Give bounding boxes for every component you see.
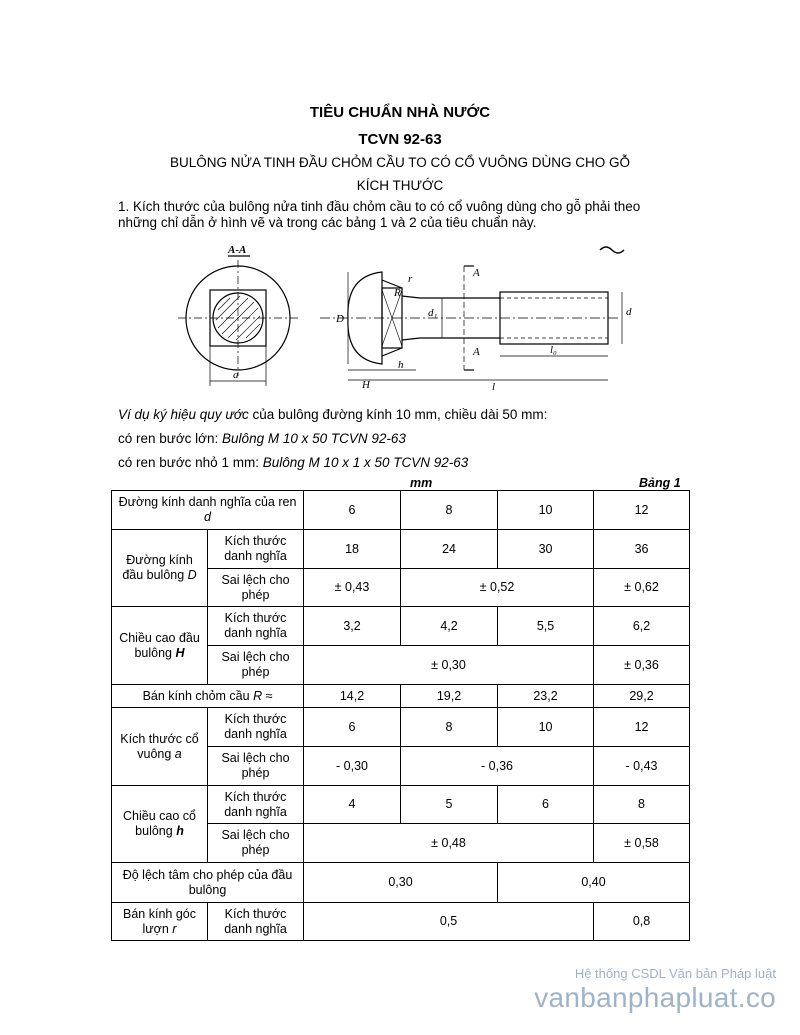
label-h: h xyxy=(398,359,404,371)
label-H: H xyxy=(362,379,370,390)
table-row: Bán kính chỏm cầu R ≈ 14,2 19,2 23,2 29,2 xyxy=(112,685,690,708)
doc-code: TCVN 92-63 xyxy=(358,131,442,148)
table-row: Sai lệch cho phép - 0,30 - 0,36 - 0,43 xyxy=(112,747,690,786)
watermark-site: vanbanphapluat.co xyxy=(534,982,776,1013)
label-r: r xyxy=(408,273,413,285)
watermark-caption: Hệ thống CSDL Văn bản Pháp luật xyxy=(574,966,776,981)
label-R: R xyxy=(394,287,401,299)
table-row: Độ lệch tâm cho phép của đầu bulông 0,30 0,40 xyxy=(112,863,690,903)
table-name: Bảng 1 xyxy=(639,476,681,490)
doc-title: TIÊU CHUẨN NHÀ NƯỚC xyxy=(309,104,491,121)
label-A-bottom: A xyxy=(473,346,480,358)
table-unit: mm xyxy=(410,476,433,490)
example-fine: có ren bước nhỏ 1 mm: Bulông M 10 x 1 x 50 TCVN 92-63 xyxy=(118,455,469,470)
example-coarse: có ren bước lớn: Bulông M 10 x 50 TCVN 92-63 xyxy=(118,431,406,446)
bolt-drawing xyxy=(170,240,640,390)
intro-paragraph: 1. Kích thước của bulông nửa tinh đầu chỏm cầu to có cổ vuông dùng cho gỗ phải theo những chỉ dẫn ở hình vẽ và trong các bảng 1 và 2 của tiêu chuẩn này. xyxy=(118,199,641,230)
label-A-top: A xyxy=(473,267,480,279)
section-label: A-A xyxy=(228,244,247,256)
table-row: Sai lệch cho phép ± 0,30 ± 0,36 xyxy=(112,646,690,685)
table-row: Kích thước cổ vuông a Kích thước danh nghĩa 6 8 10 12 xyxy=(112,708,690,747)
label-l0: l₀ xyxy=(550,344,557,356)
label-d: d xyxy=(626,306,632,318)
table-row: Sai lệch cho phép ± 0,48 ± 0,58 xyxy=(112,824,690,863)
doc-subtitle: BULÔNG NỬA TINH ĐẦU CHỎM CẦU TO CÓ CỔ VUÔNG DÙNG CHO GỖ xyxy=(169,155,631,170)
label-l: l xyxy=(492,381,496,390)
label-a: a xyxy=(233,369,239,381)
section-heading: KÍCH THƯỚC xyxy=(356,178,444,193)
label-D: D xyxy=(336,313,344,325)
table-row: Chiều cao cổ bulông h Kích thước danh nghĩa 4 5 6 8 xyxy=(112,786,690,824)
table-row: Chiều cao đầu bulông H Kích thước danh nghĩa 3,2 4,2 5,5 6,2 xyxy=(112,607,690,646)
spec-table xyxy=(111,490,690,941)
roughness-mark xyxy=(600,247,624,253)
table-row: Sai lệch cho phép ± 0,43 ± 0,52 ± 0,62 xyxy=(112,569,690,607)
table-row: Bán kính góc lượn r Kích thước danh nghĩa 0,5 0,8 xyxy=(112,903,690,941)
table-row: Đường kính danh nghĩa của ren d 6 8 10 12 xyxy=(112,491,690,530)
example-line: Ví dụ ký hiệu quy ước của bulông đường kính 10 mm, chiều dài 50 mm: xyxy=(118,407,548,422)
table-row: Đường kính đầu bulông D Kích thước danh nghĩa 18 24 30 36 xyxy=(112,530,690,569)
label-d1: d₁ xyxy=(428,307,438,319)
